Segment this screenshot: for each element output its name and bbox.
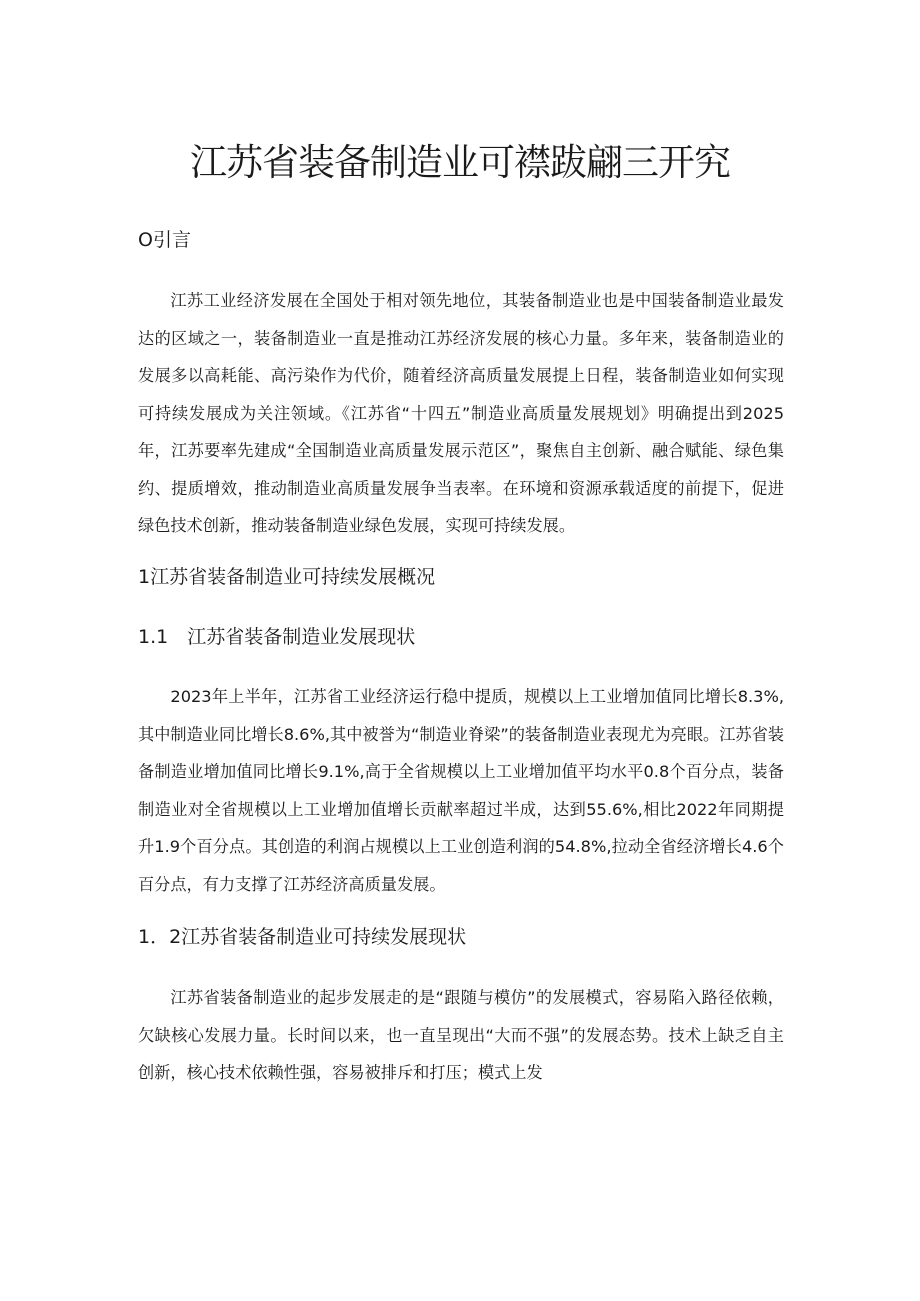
- section-heading-1-1: 1.1 江苏省装备制造业发展现状: [138, 626, 416, 648]
- section-heading-1-2: 1．2江苏省装备制造业可持续发展现状: [138, 926, 467, 948]
- document-title: 江苏省装备制造业可襟跋翩三开究: [190, 141, 730, 184]
- paragraph-1-2: 江苏省装备制造业的起步发展走的是“跟随与模仿”的发展模式，容易陷入路径依赖，欠缺核心发展力量。长时间以来，也一直呈现出“大而不强”的发展态势。技术上缺乏自主创新，核心技术依赖性强，容易被排斥和打压；模式上发: [138, 988, 784, 1082]
- paragraph-1-1: 2023年上半年，江苏省工业经济运行稳中提质，规模以上工业增加值同比增长8.3%,其中制造业同比增长8.6%,其中被誉为“制造业脊梁”的装备制造业表现尤为亮眼。江苏省装备制造业增加值同比增长9.1%,高于全省规模以上工业增加值平均水平0.8个百分点，装备制造业对全省规模以上工业增加值增长贡献率超过半成，达到55.6%,相比2022年同期提升1.9个百分点。其创造的利润占规模以上工业创造利润的54.8%,拉动全省经济增长4.6个百分点，有力支撑了江苏经济高质量发展。: [138, 687, 784, 894]
- paragraph-intro: 江苏工业经济发展在全国处于相对领先地位，其装备制造业也是中国装备制造业最发达的区域之一，装备制造业一直是推动江苏经济发展的核心力量。多年来，装备制造业的发展多以高耗能、高污染作为代价，随着经济高质量发展提上日程，装备制造业如何实现可持续发展成为关注领域。《江苏省“十四五”制造业高质量发展规划》明确提出到2025年，江苏要率先建成“全国制造业高质量发展示范区”，聚焦自主创新、融合赋能、绿色集约、提质增效，推动制造业高质量发展争当表率。在环境和资源承载适度的前提下，促进绿色技术创新，推动装备制造业绿色发展，实现可持续发展。: [138, 291, 784, 535]
- section-heading-intro: O引言: [138, 229, 191, 251]
- section-heading-1: 1江苏省装备制造业可持续发展概况: [138, 566, 436, 588]
